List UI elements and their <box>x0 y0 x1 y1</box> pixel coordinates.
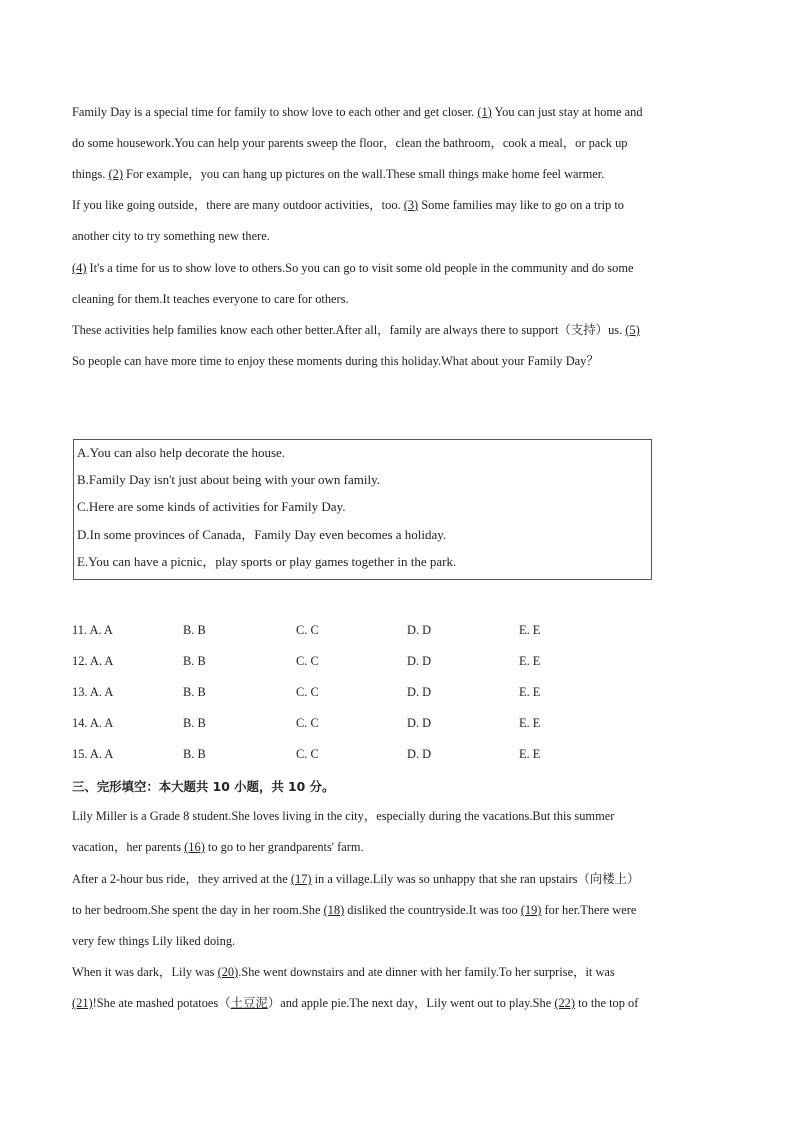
text: to the top of <box>575 996 639 1010</box>
blank-1: (1) <box>477 105 492 119</box>
question-row-15 <box>72 746 632 762</box>
blank-5: (5) <box>625 323 640 337</box>
passage1-line6 <box>72 260 633 276</box>
question-row-12 <box>72 653 632 669</box>
choice-d[interactable]: D. D <box>407 716 432 730</box>
choice-d[interactable]: D. D <box>407 623 432 637</box>
text: things. <box>72 167 106 181</box>
choice-b[interactable]: B. B <box>183 716 206 730</box>
text: Some families may like to go on a trip to <box>418 198 624 212</box>
choice-a[interactable]: 15. A. A <box>72 747 114 761</box>
choice-c[interactable]: C. C <box>296 623 319 637</box>
passage1-line3 <box>72 166 604 182</box>
text: disliked the countryside.It was too <box>344 903 521 917</box>
passage2-line6 <box>72 964 615 980</box>
choice-e[interactable]: E. E <box>519 747 541 761</box>
choice-a[interactable]: 14. A. A <box>72 716 114 730</box>
text: to her bedroom.She spent the day in her room.She <box>72 903 324 917</box>
choice-c[interactable]: C. C <box>296 716 319 730</box>
choice-c[interactable]: C. C <box>296 747 319 761</box>
text: After a 2-hour bus ride，they arrived at the <box>72 872 291 886</box>
choice-b[interactable]: B. B <box>183 685 206 699</box>
passage2-line7 <box>72 995 638 1011</box>
option-c: C.Here are some kinds of activities for Family Day. <box>77 499 346 514</box>
passage1-line4 <box>72 197 624 213</box>
section-heading: 三、完形填空：本大题共 10 小题，共 10 分。 <box>72 779 335 794</box>
choice-b[interactable]: B. B <box>183 747 206 761</box>
choice-e[interactable]: E. E <box>519 654 541 668</box>
text: For example，you can hang up pictures on the wall.These small things make home feel warmer. <box>122 167 605 181</box>
choice-d[interactable]: D. D <box>407 747 432 761</box>
text: Family Day is a special time for family to show love to each other and get closer. <box>72 105 475 119</box>
option-d: D.In some provinces of Canada，Family Day even becomes a holiday. <box>77 527 447 542</box>
blank-18: (18) <box>323 903 345 917</box>
blank-19: (19) <box>520 903 542 917</box>
choice-a[interactable]: 11. A. A <box>72 623 113 637</box>
passage1-line8 <box>72 322 640 338</box>
choice-c[interactable]: C. C <box>296 685 319 699</box>
blank-21: (21) <box>72 996 93 1010</box>
underlined-word: 土豆泥 <box>230 996 268 1010</box>
text: It's a time for us to show love to others.So you can go to visit some old people in the community and do some <box>86 261 634 275</box>
passage2-line2 <box>72 839 364 855</box>
option-b: B.Family Day isn't just about being with your own family. <box>77 472 381 487</box>
passage1-line9: So people can have more time to enjoy these moments during this holiday.What about your Family Day？ <box>72 354 599 368</box>
passage1-line7: cleaning for them.It teaches everyone to care for others. <box>72 292 349 306</box>
passage1-line2: do some housework.You can help your parents sweep the floor，clean the bathroom，cook a meal，or pack up <box>72 136 628 150</box>
options-box <box>73 439 652 580</box>
choice-e[interactable]: E. E <box>519 623 541 637</box>
option-a: A.You can also help decorate the house. <box>77 445 286 460</box>
blank-3: (3) <box>403 198 419 212</box>
choice-d[interactable]: D. D <box>407 654 432 668</box>
choice-d[interactable]: D. D <box>407 685 432 699</box>
passage2-line5: very few things Lily liked doing. <box>72 934 236 948</box>
choice-a[interactable]: 13. A. A <box>72 685 114 699</box>
option-e: E.You can have a picnic，play sports or play games together in the park. <box>77 554 457 569</box>
text: in a village.Lily was so unhappy that she ran upstairs（向楼上） <box>311 872 640 886</box>
text: If you like going outside，there are many outdoor activities，too. <box>72 198 401 212</box>
passage1-line1 <box>72 104 643 120</box>
choice-b[interactable]: B. B <box>183 654 206 668</box>
choice-e[interactable]: E. E <box>519 685 541 699</box>
blank-4: (4) <box>72 261 87 275</box>
blank-20: (20) <box>217 965 239 979</box>
passage1-line5: another city to try something new there. <box>72 229 270 243</box>
text: !She ate mashed potatoes（ <box>92 996 231 1010</box>
text: for her.There were <box>541 903 637 917</box>
choice-c[interactable]: C. C <box>296 654 319 668</box>
blank-2: (2) <box>108 167 123 181</box>
text: You can just stay at home and <box>491 105 643 119</box>
blank-17: (17) <box>290 872 312 886</box>
passage2-line4 <box>72 902 636 918</box>
text: vacation，her parents <box>72 840 185 854</box>
blank-22: (22) <box>554 996 575 1010</box>
choice-a[interactable]: 12. A. A <box>72 654 114 668</box>
text: These activities help families know each other better.After all，family are always there to support（支持）us. <box>72 323 623 337</box>
question-row-13 <box>72 684 632 700</box>
passage2-line1: Lily Miller is a Grade 8 student.She loves living in the city，especially during the vacations.But this summer <box>72 809 615 823</box>
choice-b[interactable]: B. B <box>183 623 206 637</box>
blank-16: (16) <box>184 840 205 854</box>
choice-e[interactable]: E. E <box>519 716 541 730</box>
text: to go to her grandparents' farm. <box>204 840 364 854</box>
question-row-14 <box>72 715 632 731</box>
question-row-11 <box>72 622 632 638</box>
text: When it was dark，Lily was <box>72 965 218 979</box>
text: ）and apple pie.The next day，Lily went out to play.She <box>267 996 555 1010</box>
text: .She went downstairs and ate dinner with her family.To her surprise，it was <box>238 965 615 979</box>
passage2-line3 <box>72 871 639 887</box>
